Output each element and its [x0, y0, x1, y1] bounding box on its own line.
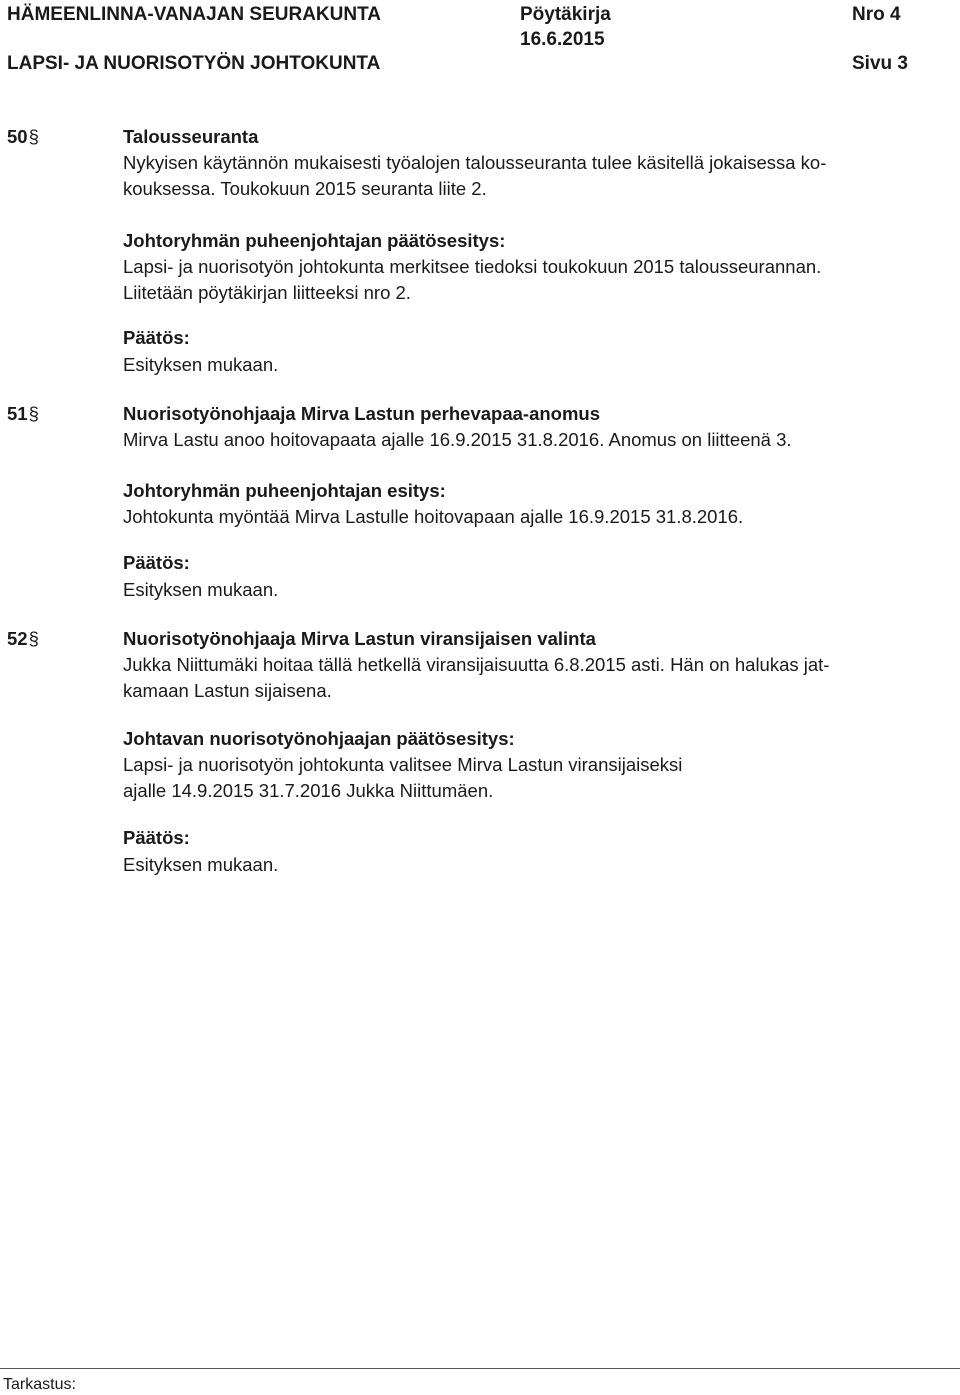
document-number: Nro 4 [852, 4, 901, 25]
section-number: 52§ [7, 626, 39, 652]
organization-name: HÄMEENLINNA-VANAJAN SEURAKUNTA [7, 4, 382, 25]
proposal-heading: Johtoryhmän puheenjohtajan esitys: [123, 480, 446, 501]
section-number: 50§ [7, 124, 39, 150]
footer-divider [0, 1368, 960, 1369]
decision-heading: Päätös: [123, 327, 190, 348]
section-title: Nuorisotyönohjaaja Mirva Lastun viransijaisen valinta [123, 628, 596, 649]
meeting-date: 16.6.2015 [520, 29, 605, 50]
section-body-line: Jukka Niittumäki hoitaa tällä hetkellä viransijaisuutta 6.8.2015 asti. Hän on halukas jat- [123, 654, 830, 675]
board-name: LAPSI- JA NUORISOTYÖN JOHTOKUNTA [7, 53, 381, 74]
section-body-line: kamaan Lastun sijaisena. [123, 680, 332, 701]
section-title: Talousseuranta [123, 126, 259, 147]
decision-text: Esityksen mukaan. [123, 854, 279, 875]
decision-text: Esityksen mukaan. [123, 354, 279, 375]
decision-text: Esityksen mukaan. [123, 579, 279, 600]
proposal-line: Lapsi- ja nuorisotyön johtokunta valitsee Mirva Lastun viransijaiseksi [123, 754, 683, 775]
section-body-line: Nykyisen käytännön mukaisesti työalojen talousseuranta tulee käsitellä jokaisessa ko- [123, 152, 827, 173]
section-symbol: § [28, 628, 39, 649]
section-body-line: kouksessa. Toukokuun 2015 seuranta liite 2. [123, 178, 487, 199]
section-symbol: § [28, 126, 39, 147]
proposal-heading: Johtavan nuorisotyönohjaajan päätösesitys: [123, 728, 515, 749]
proposal-line: Liitetään pöytäkirjan liitteeksi nro 2. [123, 282, 411, 303]
document-type: Pöytäkirja [520, 4, 611, 25]
section-title: Nuorisotyönohjaaja Mirva Lastun perhevapaa-anomus [123, 403, 600, 424]
proposal-line: Lapsi- ja nuorisotyön johtokunta merkitsee tiedoksi toukokuun 2015 talousseurannan. [123, 256, 822, 277]
page-number: Sivu 3 [852, 53, 908, 74]
decision-heading: Päätös: [123, 552, 190, 573]
proposal-line: Johtokunta myöntää Mirva Lastulle hoitovapaan ajalle 16.9.2015 31.8.2016. [123, 506, 744, 527]
proposal-heading: Johtoryhmän puheenjohtajan päätösesitys: [123, 230, 506, 251]
decision-heading: Päätös: [123, 827, 190, 848]
proposal-line: ajalle 14.9.2015 31.7.2016 Jukka Niittumäen. [123, 780, 494, 801]
section-body-line: Mirva Lastu anoo hoitovapaata ajalle 16.9.2015 31.8.2016. Anomus on liitteenä 3. [123, 429, 792, 450]
section-number: 51§ [7, 401, 39, 427]
footer-check-label: Tarkastus: [3, 1376, 76, 1393]
section-symbol: § [28, 403, 39, 424]
